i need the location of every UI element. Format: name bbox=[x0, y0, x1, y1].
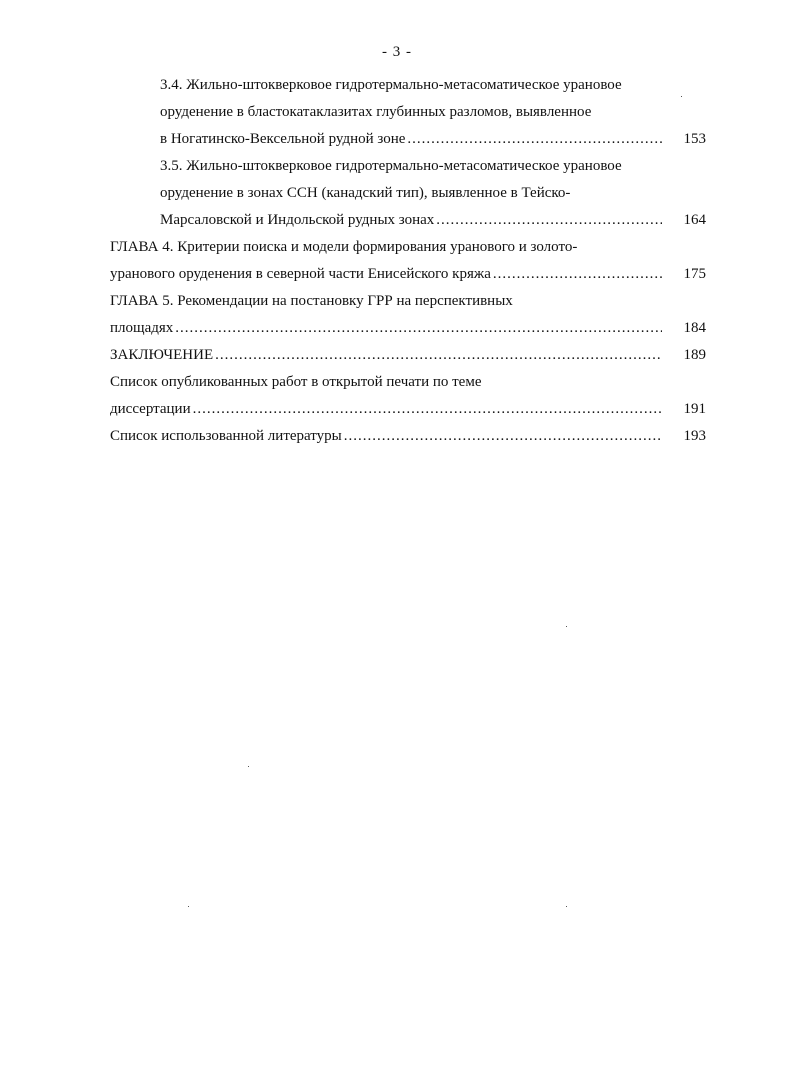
toc-chapter-5-page: 184 bbox=[683, 320, 706, 336]
toc-3-4-line-1: 3.4. Жильно-штокверковое гидротермально-метасоматическое урановое bbox=[160, 77, 622, 93]
toc-3-5-line-1: 3.5. Жильно-штокверковое гидротермально-метасоматическое урановое bbox=[160, 158, 622, 174]
dot-leader bbox=[344, 423, 662, 450]
toc-publications-line-1: Список опубликованных работ в открытой печати по теме bbox=[110, 374, 482, 390]
toc-chapter-4-line-1: ГЛАВА 4. Критерии поиска и модели формирования уранового и золото- bbox=[110, 239, 578, 255]
dot-leader bbox=[436, 207, 662, 234]
toc-3-4-page: 153 bbox=[683, 131, 706, 147]
dot-leader bbox=[407, 126, 662, 153]
toc-conclusion-label: ЗАКЛЮЧЕНИЕ bbox=[110, 347, 214, 363]
scan-speck bbox=[566, 626, 567, 627]
scan-speck bbox=[248, 766, 249, 767]
dot-leader bbox=[493, 261, 662, 288]
toc-3-5-page: 164 bbox=[683, 212, 706, 228]
toc-publications-page: 191 bbox=[683, 401, 706, 417]
scan-speck bbox=[566, 906, 567, 907]
toc-3-4-line-2: оруденение в бластокатаклазитах глубинных разломов, выявленное bbox=[160, 104, 592, 120]
toc-chapter-4-line-2 bbox=[110, 261, 706, 288]
toc-3-4-title-end: в Ногатинско-Вексельной рудной зоне bbox=[160, 131, 406, 147]
scan-speck bbox=[681, 96, 682, 97]
toc-chapter-4-page: 175 bbox=[683, 266, 706, 282]
toc-3-5-line-2: оруденение в зонах ССН (канадский тип), выявленное в Тейско- bbox=[160, 185, 571, 201]
dot-leader bbox=[175, 315, 662, 342]
toc-publications-line-2 bbox=[110, 396, 706, 423]
toc-references bbox=[110, 423, 706, 450]
toc-references-label: Список использованной литературы bbox=[110, 428, 342, 444]
toc-3-4-line-3 bbox=[160, 126, 706, 153]
scan-speck bbox=[188, 906, 189, 907]
toc-conclusion-page: 189 bbox=[683, 347, 706, 363]
toc-chapter-4-title-end: уранового оруденения в северной части Енисейского кряжа bbox=[110, 266, 491, 282]
dot-leader bbox=[215, 342, 662, 369]
toc-3-5-title-end: Марсаловской и Индольской рудных зонах bbox=[160, 212, 435, 228]
toc-conclusion bbox=[110, 342, 706, 369]
toc-chapter-5-line-1: ГЛАВА 5. Рекомендации на постановку ГРР на перспективных bbox=[110, 293, 513, 309]
page-number: - 3 - bbox=[382, 44, 412, 60]
dot-leader bbox=[193, 396, 662, 423]
toc-references-page: 193 bbox=[683, 428, 706, 444]
toc-chapter-5-line-2 bbox=[110, 315, 706, 342]
toc-chapter-5-title-end: площадях bbox=[110, 320, 174, 336]
toc-publications-title-end: диссертации bbox=[110, 401, 191, 417]
toc-3-5-line-3 bbox=[160, 207, 706, 234]
